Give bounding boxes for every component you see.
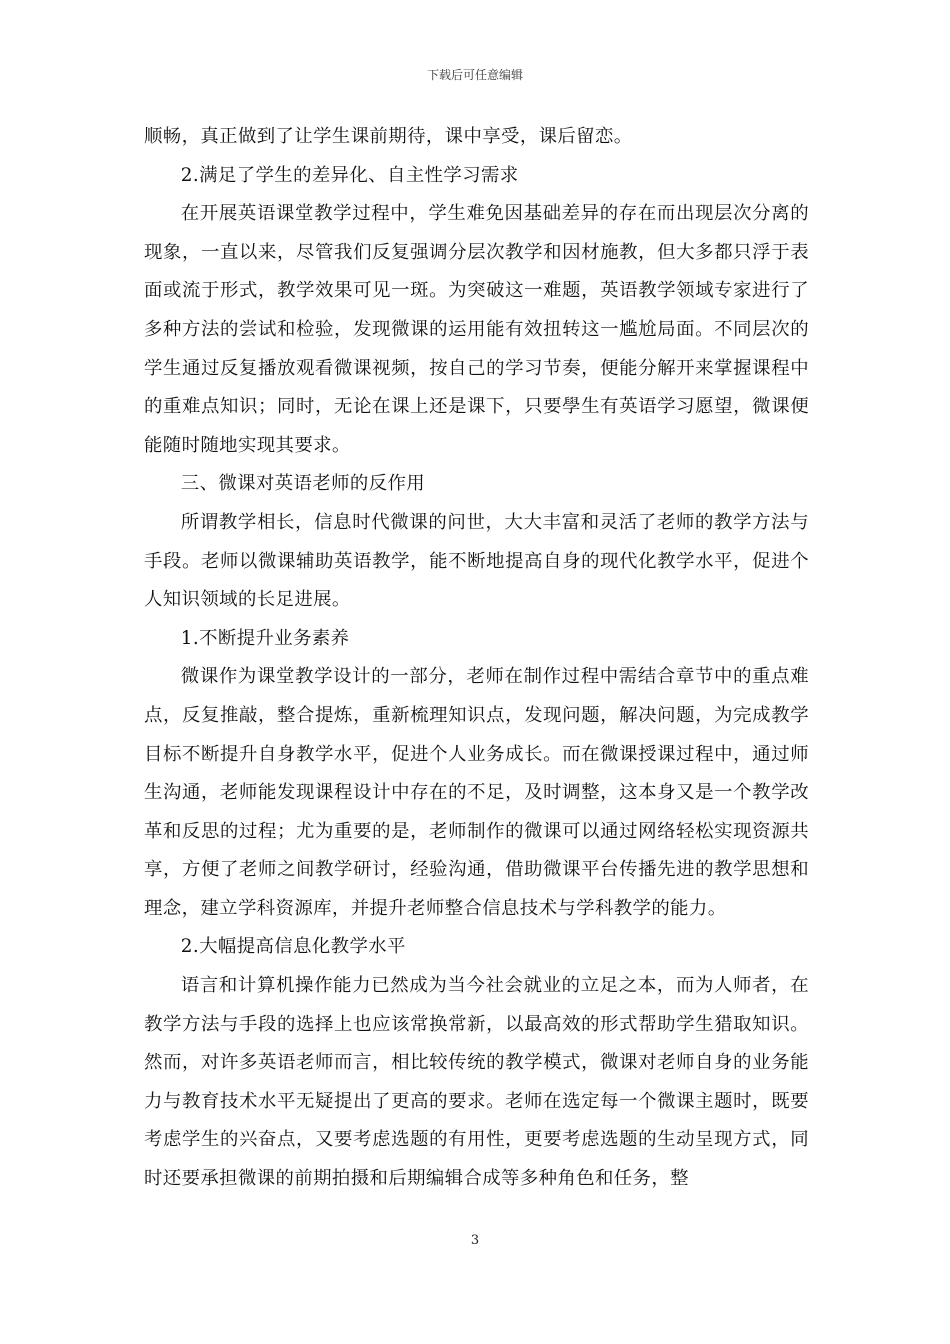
- document-body: [144, 118, 809, 1199]
- paragraph: 所谓教学相长，信息时代微课的问世，大大丰富和灵活了老师的教学方法与手段。老师以微课辅助英语教学，能不断地提高自身的现代化教学水平，促进个人知识领域的长足进展。: [144, 511, 809, 611]
- page-number: 3: [470, 1233, 480, 1248]
- paragraph: 语言和计算机操作能力已然成为当今社会就业的立足之本，而为人师者，在教学方法与手段的选择上也应该常换常新，以最高效的形式帮助学生猎取知识。然而，对许多英语老师而言，相比较传统的教学模式，微课对老师自身的业务能力与教育技术水平无疑提出了更高的要求。老师在选定每一个微课主题时，既要考虑学生的兴奋点，又要考虑选题的有用性，更要考虑选题的生动呈现方式，同时还要承担微课的前期拍摄和后期编辑合成等多种角色和任务，整: [144, 975, 809, 1190]
- section-heading: 三、微课对英语老师的反作用: [180, 473, 426, 495]
- section-heading: 2.大幅提高信息化教学水平: [180, 936, 406, 958]
- section-heading: 2.满足了学生的差异化、自主性学习需求: [180, 164, 519, 186]
- page-header: 下载后可任意编辑: [426, 68, 523, 82]
- paragraph: 微课作为课堂教学设计的一部分，老师在制作过程中需结合章节中的重点难点，反复推敲，整合提炼，重新梳理知识点，发现问题，解决问题，为完成教学目标不断提升自身教学水平，促进个人业务成长。而在微课授课过程中，通过师生沟通，老师能发现课程设计中存在的不足，及时调整，这本身又是一个教学改革和反思的过程；尤为重要的是，老师制作的微课可以通过网络轻松实现资源共享，方便了老师之间教学研讨，经验沟通，借助微课平台传播先进的教学思想和理念，建立学科资源库，并提升老师整合信息技术与学科教学的能力。: [144, 666, 809, 919]
- paragraph: 顺畅，真正做到了让学生课前期待，课中享受，课后留恋。: [144, 126, 633, 147]
- paragraph: 在开展英语课堂教学过程中，学生难免因基础差异的存在而出现层次分离的现象，一直以来，尽管我们反复强调分层次教学和因材施教，但大多都只浮于表面或流于形式，教学效果可见一斑。为突破这一难题，英语教学领域专家进行了多种方法的尝试和检验，发现微课的运用能有效扭转这一尴尬局面。不同层次的学生通过反复播放观看微课视频，按自己的学习节奏，便能分解开来掌握课程中的重难点知识；同时，无论在课上还是课下，只要學生有英语学习愿望，微课便能随时随地实现其要求。: [144, 203, 809, 456]
- section-heading: 1.不断提升业务素养: [180, 627, 350, 649]
